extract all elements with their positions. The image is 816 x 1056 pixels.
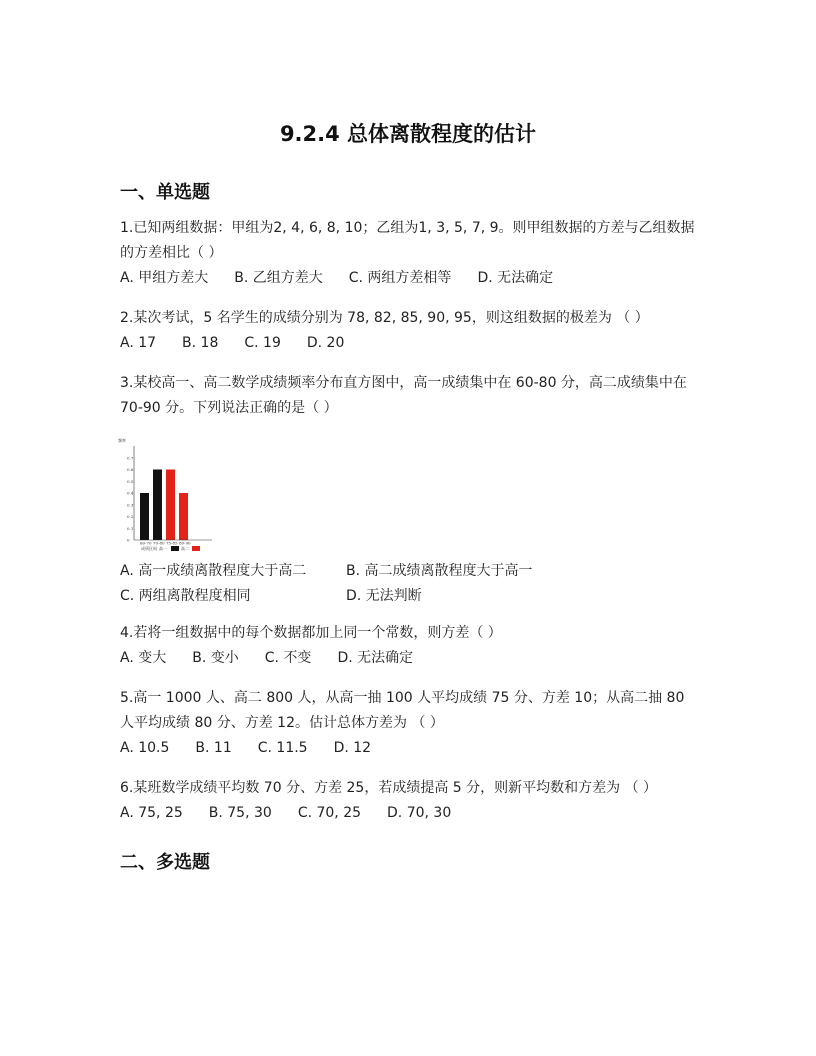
legend-swatch-grade-10 [171, 546, 179, 551]
option-b: B. 11 [195, 740, 232, 756]
y-tick-label: 0.6 [127, 467, 134, 472]
option-b: B. 高二成绩离散程度大于高一 [346, 563, 533, 579]
option-d: D. 20 [306, 335, 345, 351]
histogram-bar [140, 493, 149, 540]
question-2-options [120, 333, 370, 353]
option-b: B. 18 [182, 335, 219, 351]
option-a: A. 10.5 [120, 740, 170, 756]
frequency-histogram [114, 436, 224, 554]
y-tick-label: 0 [127, 537, 130, 543]
histogram-bar [153, 470, 162, 541]
option-d: D. 无法确定 [337, 650, 414, 666]
option-c: C. 70, 25 [297, 805, 362, 821]
question-1-options [120, 268, 579, 288]
option-c: C. 不变 [264, 650, 312, 666]
chart-legend-prefix: 成绩区间 [141, 546, 157, 551]
option-c: C. 11.5 [257, 740, 308, 756]
x-tick-label: 60-70 [140, 540, 152, 546]
option-d: D. 12 [333, 740, 372, 756]
x-tick-label: 80-90 [179, 540, 191, 546]
question-5-stem: 5.高一 1000 人、高二 800 人，从高一抽 100 人平均成绩 75 分、方差 10；从高二抽 80 人平均成绩 80 分、方差 12。估计总体方差为 （ ） [120, 690, 685, 731]
question-5-options [120, 738, 397, 758]
y-tick-label: 0.2 [127, 514, 134, 519]
y-tick-label: 0.7 [127, 455, 134, 461]
question-2-stem: 2.某次考试，5 名学生的成绩分别为 78, 82, 85, 90, 95，则这组数据的极差为 （ ） [120, 310, 649, 326]
option-a: A. 高一成绩离散程度大于高二 [120, 563, 307, 579]
legend-label-grade-11: 高二 [181, 546, 189, 551]
histogram-bar [166, 470, 175, 541]
question-1-stem: 1.已知两组数据：甲组为2, 4, 6, 8, 10；乙组为1, 3, 5, 7, 9。则甲组数据的方差与乙组数据的方差相比（ ） [120, 220, 695, 261]
page-title: 9.2.4 总体离散程度的估计 [279, 122, 537, 146]
option-c: C. 两组离散程度相同 [120, 588, 251, 604]
section-heading-single-choice: 一、单选题 [120, 182, 210, 203]
y-tick-label: 0.5 [127, 478, 134, 484]
option-b: B. 变小 [192, 650, 239, 666]
option-b: B. 乙组方差大 [234, 270, 323, 286]
option-c: C. 两组方差相等 [348, 270, 452, 286]
section-heading-multiple-choice: 二、多选题 [120, 852, 210, 873]
legend-label-grade-10: 高一 [159, 546, 167, 551]
y-tick-label: 0.1 [127, 525, 134, 531]
option-d: D. 无法确定 [477, 270, 554, 286]
option-a: A. 75, 25 [120, 805, 183, 821]
y-tick-label: 0.3 [127, 502, 134, 508]
histogram-bar [179, 493, 188, 540]
question-4-options [120, 648, 439, 668]
legend-swatch-grade-11 [192, 546, 200, 551]
chart-y-axis-label: 频率 [118, 438, 126, 443]
option-a: A. 变大 [120, 650, 167, 666]
question-4-stem: 4.若将一组数据中的每个数据都加上同一个常数，则方差（ ） [120, 625, 502, 641]
option-a: A. 甲组方差大 [120, 270, 209, 286]
option-c: C. 19 [244, 335, 281, 351]
question-6-options [120, 803, 477, 823]
option-a: A. 17 [120, 335, 157, 351]
option-b: B. 75, 30 [208, 805, 272, 821]
y-tick-label: 0.4 [127, 490, 134, 496]
option-d: D. 无法判断 [346, 588, 422, 604]
option-d: D. 70, 30 [387, 805, 452, 821]
x-tick-label: 75-85 [166, 540, 178, 546]
x-tick-label: 70-80 [153, 540, 165, 546]
question-3-stem: 3.某校高一、高二数学成绩频率分布直方图中，高一成绩集中在 60-80 分，高二成绩集中在 70-90 分。下列说法正确的是（ ） [120, 375, 687, 416]
question-6-stem: 6.某班数学成绩平均数 70 分、方差 25，若成绩提高 5 分，则新平均数和方差为 （ ） [120, 780, 658, 796]
